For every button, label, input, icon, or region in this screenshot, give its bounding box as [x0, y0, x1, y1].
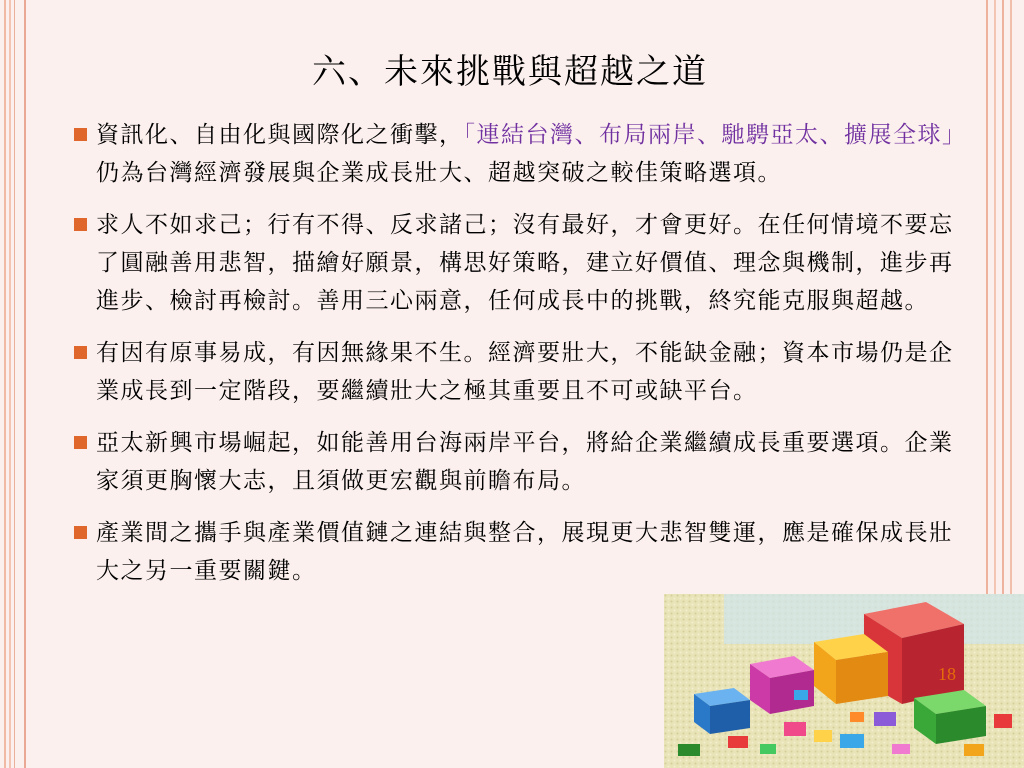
- bullet-item: [68, 206, 968, 320]
- square-bullet-icon: [74, 526, 87, 539]
- square-bullet-icon: [74, 436, 87, 449]
- bullet-item: [68, 514, 968, 590]
- bullet-item: [68, 334, 968, 410]
- bullet-list: [68, 116, 968, 604]
- slide-page-number: 18: [938, 664, 956, 684]
- slide-title: 六、未來挑戰與超越之道: [312, 52, 708, 92]
- square-bullet-icon: [74, 346, 87, 359]
- colorful-boxes-illustration: [664, 594, 1024, 768]
- bullet-text: 求人不如求己；行有不得、反求諸己；沒有最好，才會更好。在任何情境不要忘了圓融善用悲智，描繪好願景，構思好策略，建立好價值、理念與機制，進步再進步、檢討再檢討。善用三心兩意，任何成長中的挑戰，終究能克服與超越。: [96, 212, 954, 314]
- square-bullet-icon: [74, 218, 87, 231]
- bullet-item: [68, 116, 968, 192]
- bullet-item: [68, 424, 968, 500]
- bullet-text: 資訊化、自由化與國際化之衝擊，: [96, 122, 464, 148]
- left-decorative-border: [0, 0, 28, 768]
- bullet-highlight-text: 「連結台灣、布局兩岸、馳騁亞太、擴展全球」: [463, 122, 967, 148]
- bullet-text: 有因有原事易成，有因無緣果不生。經濟要壯大，不能缺金融；資本市場仍是企業成長到一定階段，要繼續壯大之極其重要且不可或缺平台。: [96, 340, 954, 404]
- square-bullet-icon: [74, 128, 87, 141]
- bullet-text: 亞太新興市場崛起，如能善用台海兩岸平台，將給企業繼續成長重要選項。企業家須更胸懷大志，且須做更宏觀與前瞻布局。: [96, 430, 954, 494]
- bullet-text: 產業間之攜手與產業價值鏈之連結與整合，展現更大悲智雙運，應是確保成長壯大之另一重要關鍵。: [96, 520, 954, 584]
- bullet-text-continued: 仍為台灣經濟發展與企業成長壯大、超越突破之較佳策略選項。: [96, 160, 782, 186]
